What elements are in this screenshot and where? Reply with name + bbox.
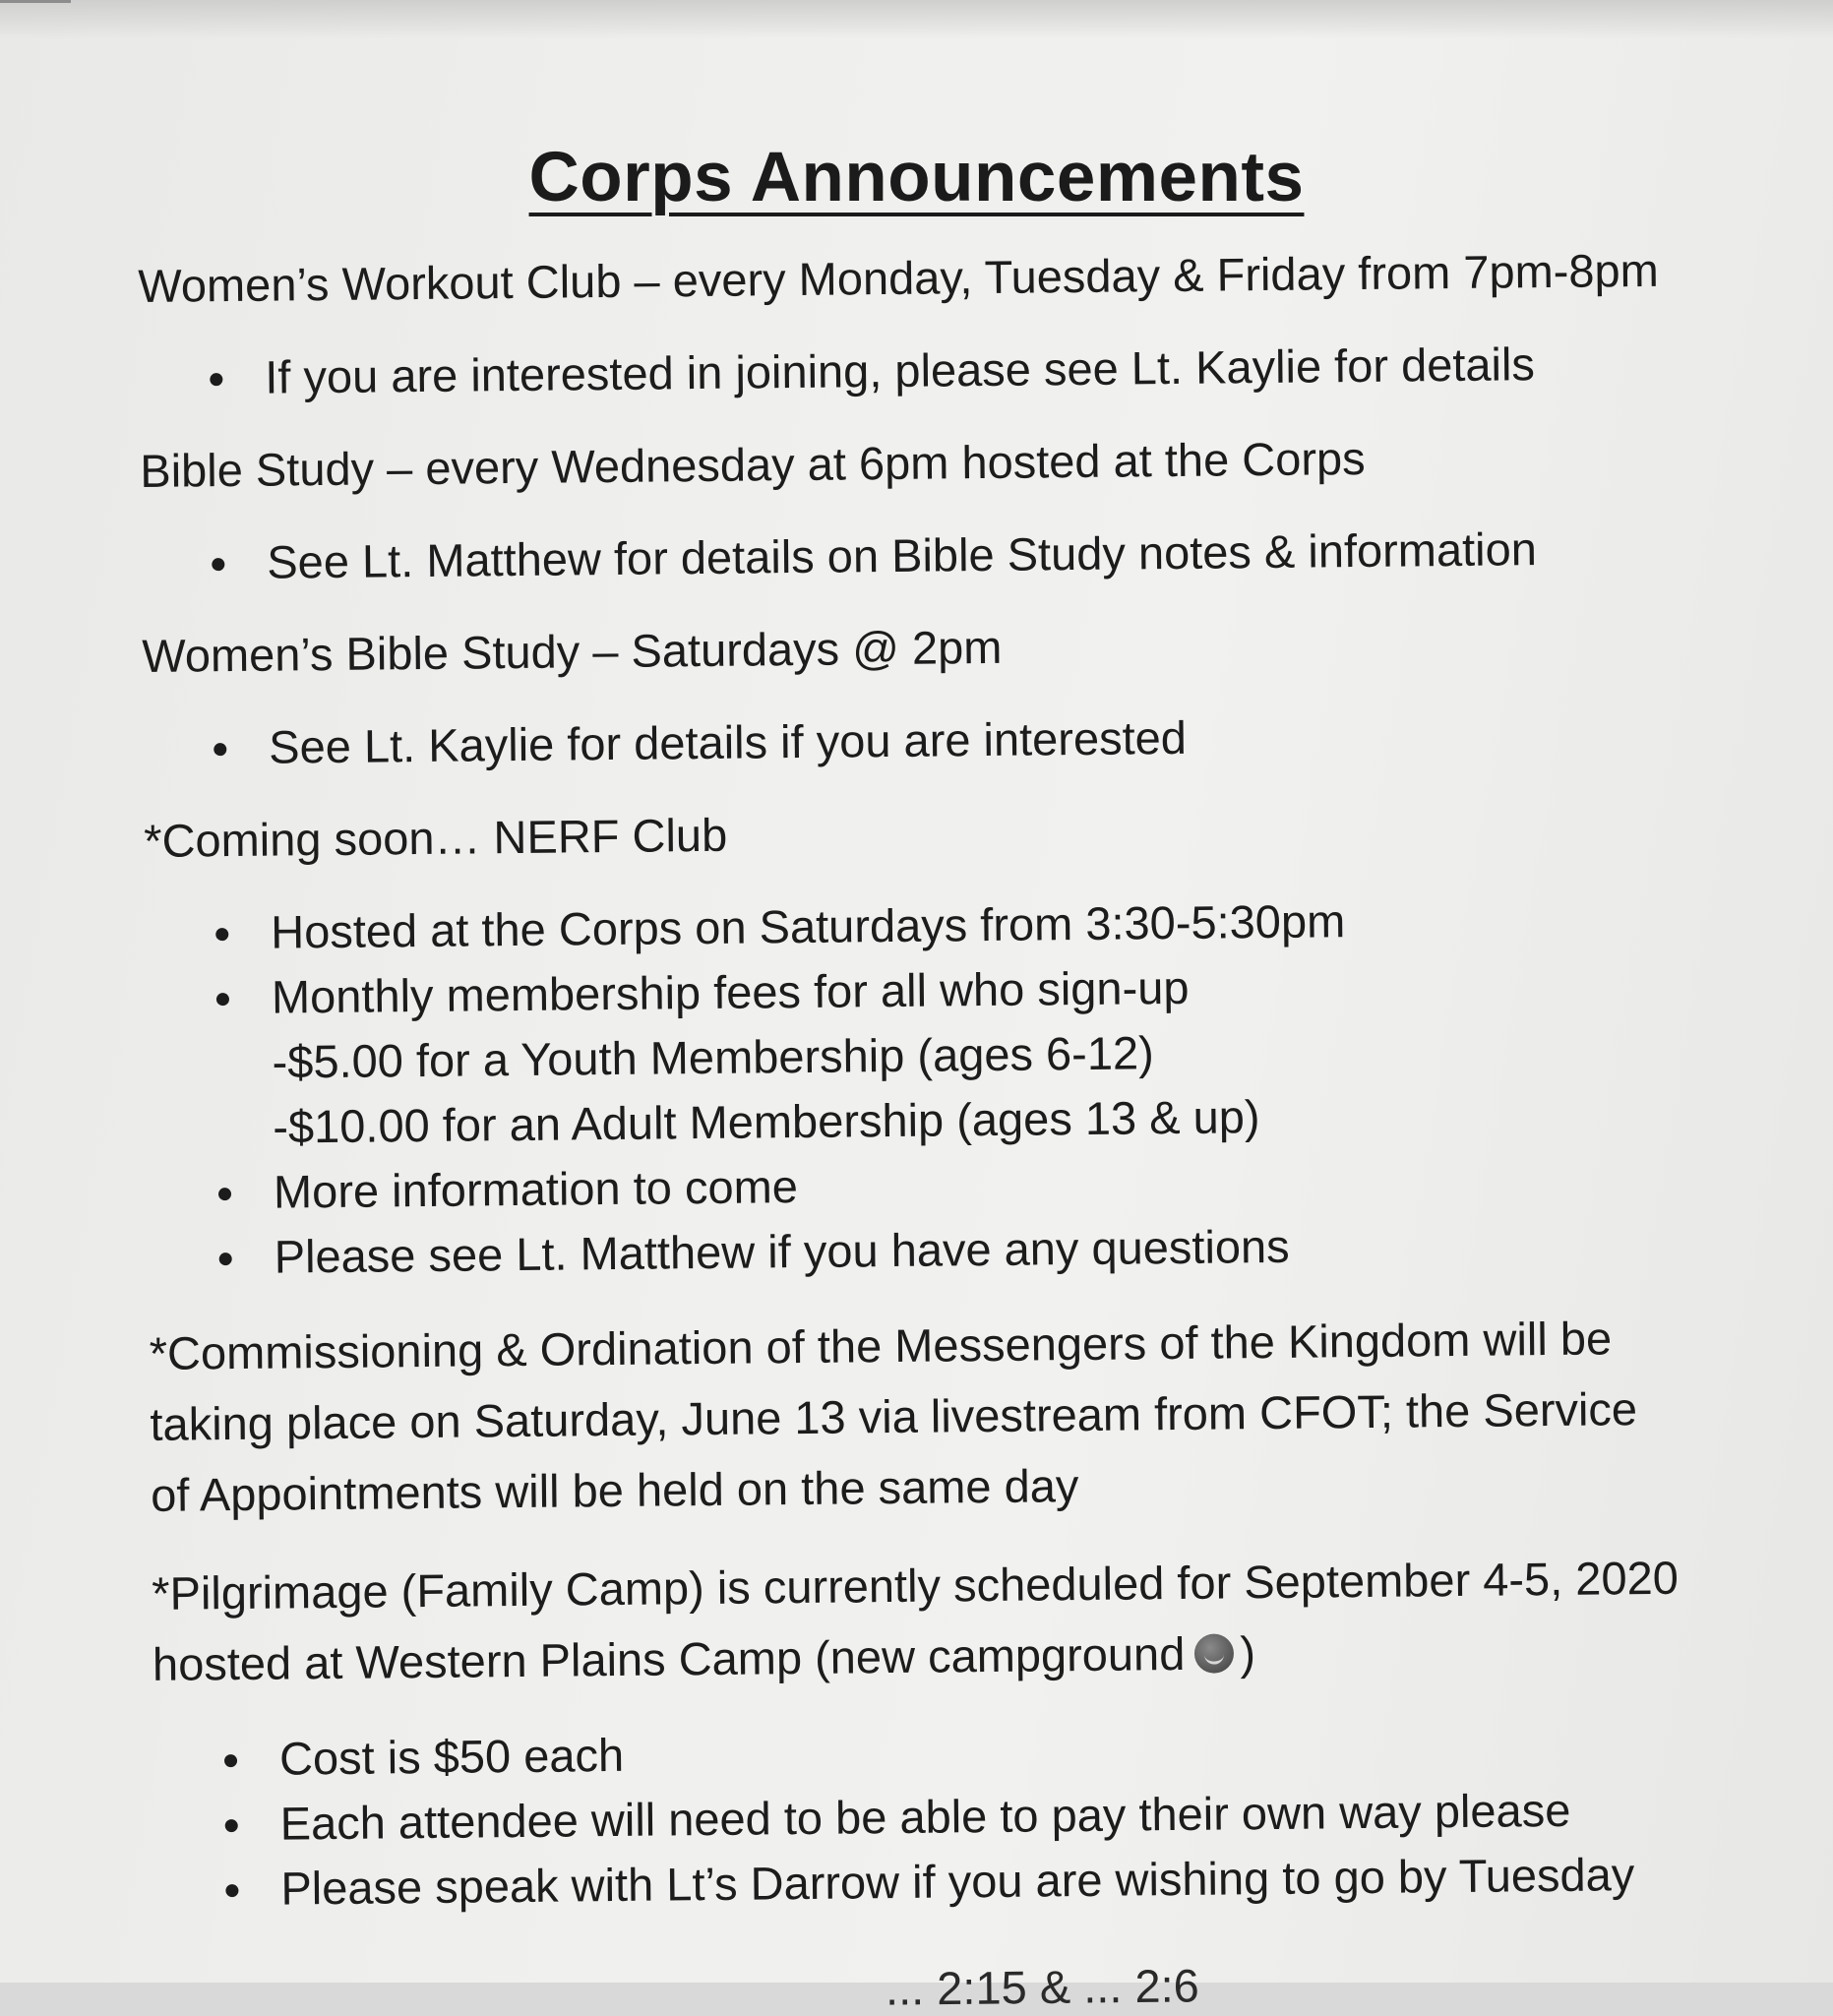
list-item: Please speak with Lt’s Darrow if you are wishing to go by Tuesday (280, 1840, 1808, 1921)
youth-fee: -$5.00 for a Youth Membership (ages 6-12) (272, 1026, 1154, 1088)
womens-bible-study-bullets (143, 699, 1797, 781)
list-item: Hosted at the Corps on Saturdays from 3:30-5:30pm (271, 884, 1799, 964)
cut-off-text: ... 2:15 & ... 2:6 (885, 1959, 1200, 2015)
page-title (0, 138, 1833, 217)
commissioning-line: *Commissioning & Ordination of the Messengers of the Kingdom will be (149, 1312, 1613, 1379)
announcement-list (138, 236, 1808, 1949)
pilgrimage-paragraph (152, 1541, 1805, 1700)
commissioning-line: taking place on Saturday, June 13 via livestream from CFOT; the Service (150, 1382, 1638, 1450)
pilgrimage-line-text: hosted at Western Plains Camp (new campground (152, 1626, 1186, 1690)
workout-bullets (139, 329, 1793, 411)
list-item: See Lt. Kaylie for details if you are interested (269, 699, 1797, 779)
page-shadow (0, 0, 1833, 39)
bible-study-heading: Bible Study – every Wednesday at 6pm hosted at the Corps (140, 431, 1366, 497)
list-item: See Lt. Matthew for details on Bible Study notes & information (267, 514, 1795, 594)
corner-mark (0, 0, 71, 3)
page-title-text: Corps Announcements (528, 139, 1305, 216)
membership-fees-label: Monthly membership fees for all who sign-up (271, 960, 1190, 1023)
list-item (272, 948, 1801, 1159)
bible-study-bullets (141, 514, 1795, 596)
commissioning-paragraph (149, 1301, 1803, 1531)
nerf-heading: *Coming soon… NERF Club (143, 808, 728, 867)
pilgrimage-bullets (153, 1710, 1808, 1923)
nerf-bullets (145, 884, 1802, 1291)
list-item: Cost is $50 each (279, 1710, 1807, 1791)
closing-paren: ) (1240, 1626, 1256, 1680)
pilgrimage-line: *Pilgrimage (Family Camp) is currently scheduled for September 4-5, 2020 (151, 1551, 1680, 1619)
list-item: Each attendee will need to be able to pay their own way please (279, 1775, 1807, 1856)
list-item: If you are interested in joining, please see Lt. Kaylie for details (265, 329, 1793, 409)
list-item: Please see Lt. Matthew if you have any questions (274, 1208, 1802, 1289)
adult-fee: -$10.00 for an Adult Membership (ages 13 & up) (273, 1090, 1260, 1153)
womens-bible-study-heading: Women’s Bible Study – Saturdays @ 2pm (142, 620, 1003, 682)
smiley-face-icon (1194, 1633, 1234, 1673)
list-item: More information to come (274, 1143, 1802, 1224)
commissioning-line: of Appointments will be held on the same day (150, 1459, 1079, 1521)
workout-heading: Women’s Workout Club – every Monday, Tuesday & Friday from 7pm-8pm (138, 243, 1660, 312)
